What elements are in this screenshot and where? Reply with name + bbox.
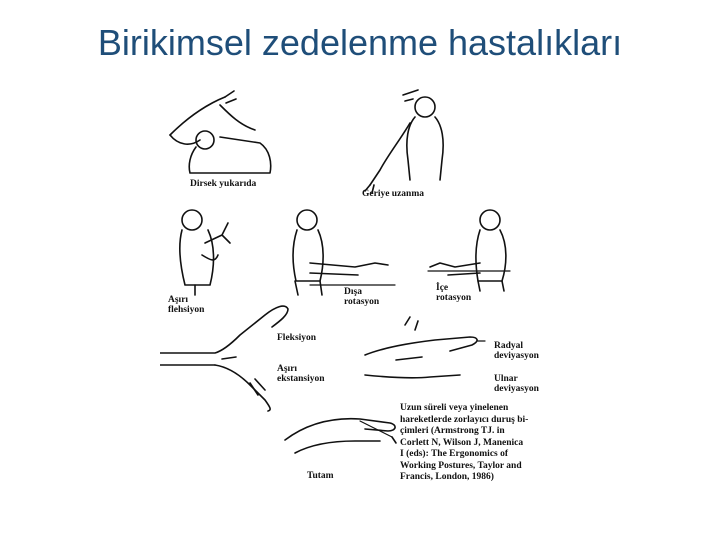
label-asiri-ekstansiyon-2: ekstansiyon xyxy=(277,374,325,384)
label-tutam: Tutam xyxy=(307,471,334,481)
label-asiri-ekstansiyon-1: Aşırı xyxy=(277,364,298,374)
caption-line: Working Postures, Taylor and xyxy=(400,460,522,471)
label-radyal-deviyasyon-1: Radyal xyxy=(494,341,524,351)
figure-caption xyxy=(400,403,590,484)
drawing-internal-rotation xyxy=(428,210,510,291)
label-fleksiyon: Fleksiyon xyxy=(277,333,317,343)
label-disa-rotasyon-2: rotasyon xyxy=(344,297,380,307)
caption-line: Uzun süreli veya yinelenen xyxy=(400,403,509,413)
label-ice-rotasyon-2: rotasyon xyxy=(436,293,472,303)
caption-line: Corlett N, Wilson J, Manenica xyxy=(400,437,524,448)
label-ulnar-deviyasyon-2: deviyasyon xyxy=(494,384,539,394)
drawing-pinch-grip xyxy=(285,419,396,453)
label-disa-rotasyon-1: Dışa xyxy=(344,287,362,297)
drawing-reach-back xyxy=(365,90,443,193)
label-geriye-uzanma: Geriye uzanma xyxy=(362,189,425,199)
caption-line: çimleri (Armstrong TJ. in xyxy=(400,426,505,436)
slide-title: Birikimsel zedelenme hastalıkları xyxy=(97,22,623,63)
caption-line: Francis, London, 1986) xyxy=(400,472,494,482)
label-ulnar-deviyasyon-1: Ulnar xyxy=(494,374,518,384)
label-radyal-deviyasyon-2: deviyasyon xyxy=(494,351,539,361)
drawing-elbow-up xyxy=(170,91,271,173)
caption-line: hareketlerde zorlayıcı duruş bi- xyxy=(400,414,529,425)
drawing-hyperflexion xyxy=(180,210,230,295)
label-dirsek-yukarida: Dirsek yukarıda xyxy=(190,179,257,189)
drawing-radial-ulnar-deviation xyxy=(365,317,485,378)
label-asiri-flehsiyon-1: Aşırı xyxy=(168,295,189,305)
caption-line: I (eds): The Ergonomics of xyxy=(400,449,509,459)
label-ice-rotasyon-1: İçe xyxy=(436,283,449,293)
drawing-wrist-flexion-extension xyxy=(160,306,288,411)
label-asiri-flehsiyon-2: flehsiyon xyxy=(168,305,205,315)
drawing-external-rotation xyxy=(293,210,395,295)
